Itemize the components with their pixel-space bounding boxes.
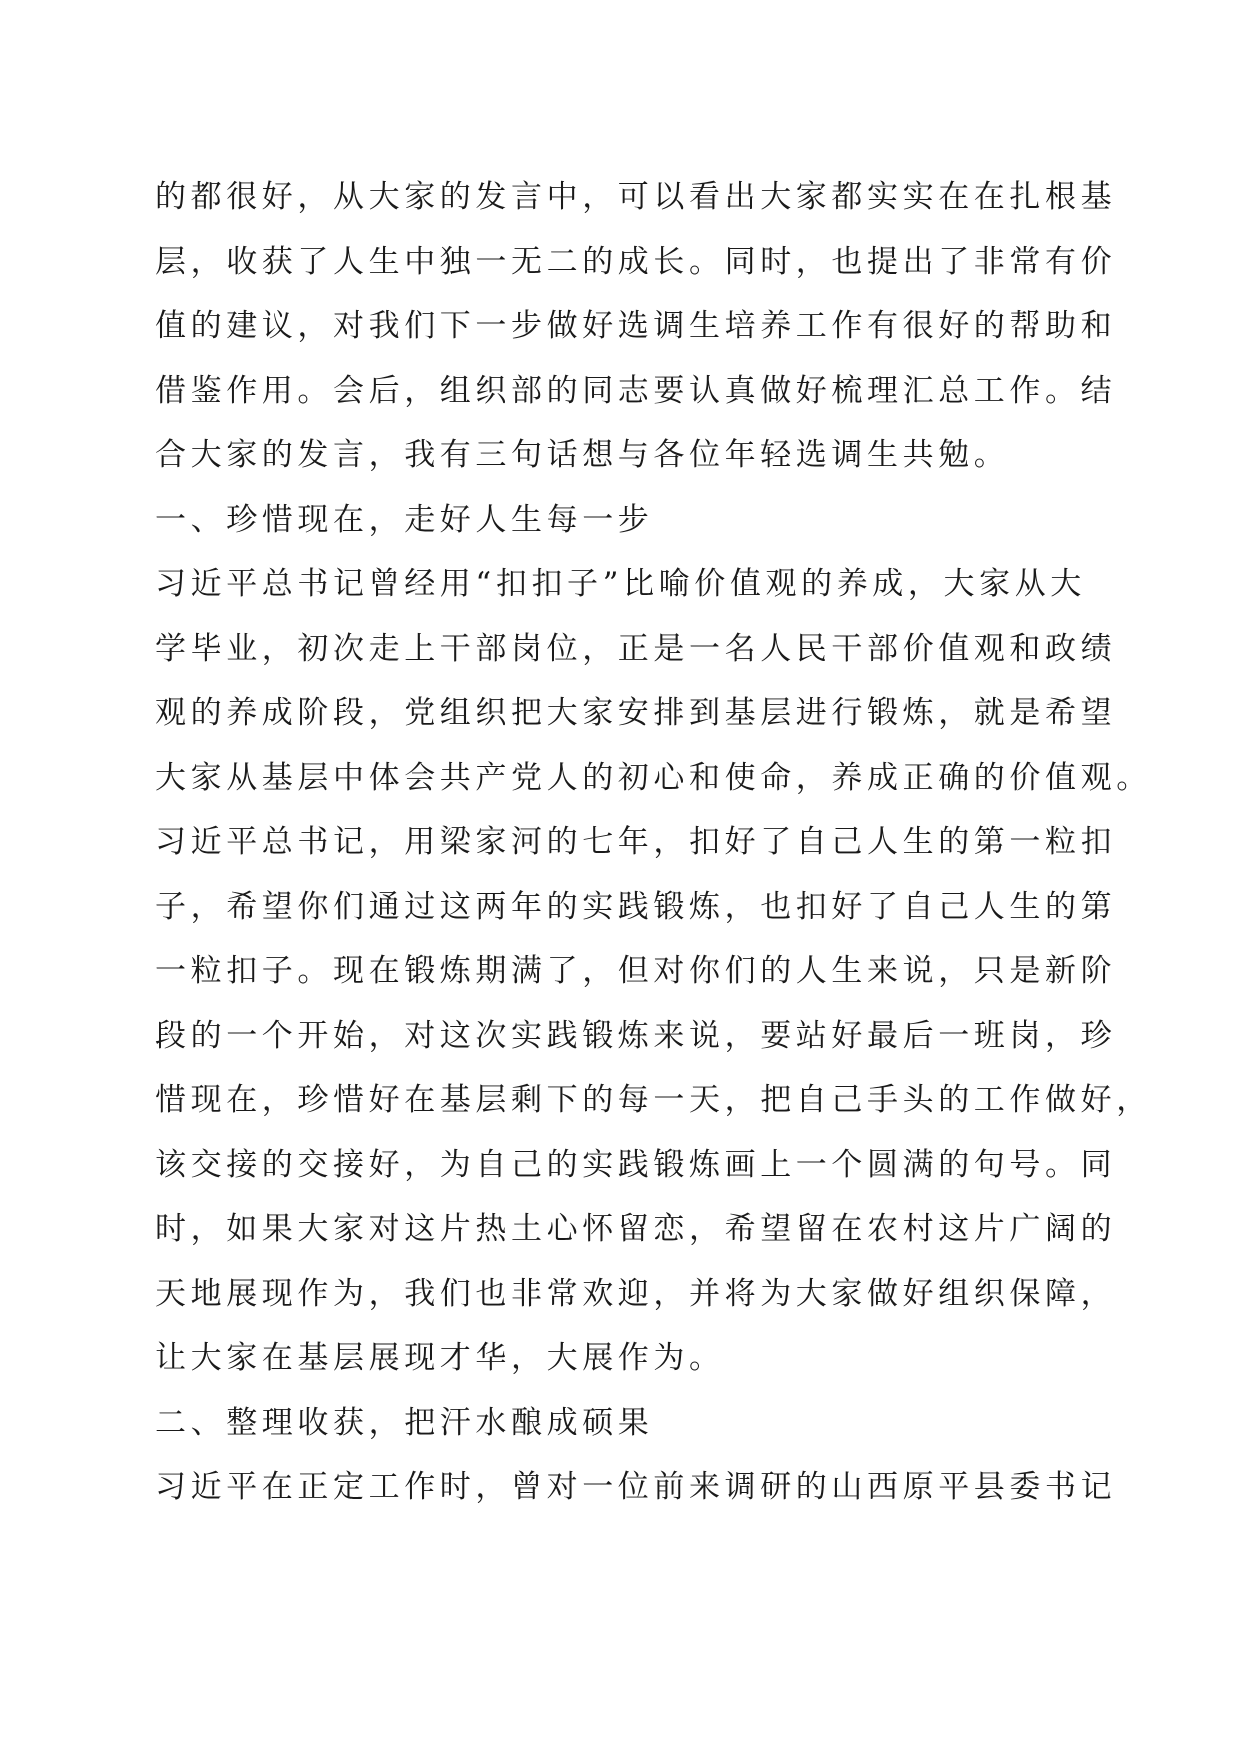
text-line-8: 学毕业，初次走上干部岗位，正是一名人民干部价值观和政绩 <box>155 630 1117 667</box>
text-line-2: 层，收获了人生中独一无二的成长。同时，也提出了非常有价 <box>155 243 1117 280</box>
text-line-9: 观的养成阶段，党组织把大家安排到基层进行锻炼，就是希望 <box>155 695 1117 731</box>
text-line-5: 合大家的发言，我有三句话想与各位年轻选调生共勉。 <box>155 437 1010 473</box>
text-line-21: 习近平在正定工作时，曾对一位前来调研的山西原平县委书记 <box>155 1469 1117 1505</box>
text-line-17: 时，如果大家对这片热土心怀留恋，希望留在农村这片广阔的 <box>155 1211 1117 1247</box>
text-line-11: 习近平总书记，用梁家河的七年，扣好了自己人生的第一粒扣 <box>155 824 1117 860</box>
text-line-15: 惜现在，珍惜好在基层剩下的每一天，把自己手头的工作做好， <box>155 1082 1152 1118</box>
text-line-18: 天地展现作为，我们也非常欢迎，并将为大家做好组织保障， <box>155 1275 1117 1312</box>
text-line-13: 一粒扣子。现在锻炼期满了，但对你们的人生来说，只是新阶 <box>155 953 1117 989</box>
text-line-16: 该交接的交接好，为自己的实践锻炼画上一个圆满的句号。同 <box>155 1146 1117 1183</box>
text-line-3: 值的建议，对我们下一步做好选调生培养工作有很好的帮助和 <box>155 308 1117 344</box>
section-heading-2: 二、整理收获，把汗水酿成硕果 <box>155 1404 654 1441</box>
text-line-19: 让大家在基层展现才华，大展作为。 <box>155 1340 725 1376</box>
text-line-10: 大家从基层中体会共产党人的初心和使命，养成正确的价值观。 <box>155 759 1152 796</box>
text-line-14: 段的一个开始，对这次实践锻炼来说，要站好最后一班岗，珍 <box>155 1017 1117 1054</box>
text-line-4: 借鉴作用。会后，组织部的同志要认真做好梳理汇总工作。结 <box>155 372 1117 409</box>
text-line-7: 习近平总书记曾经用“扣扣子”比喻价值观的养成，大家从大 <box>155 566 1086 602</box>
text-line-12: 子，希望你们通过这两年的实践锻炼，也扣好了自己人生的第 <box>155 888 1117 925</box>
body-text <box>155 165 1152 1520</box>
section-heading-1: 一、珍惜现在，走好人生每一步 <box>155 501 654 538</box>
text-line-1: 的都很好，从大家的发言中，可以看出大家都实实在在扎根基 <box>155 179 1117 215</box>
